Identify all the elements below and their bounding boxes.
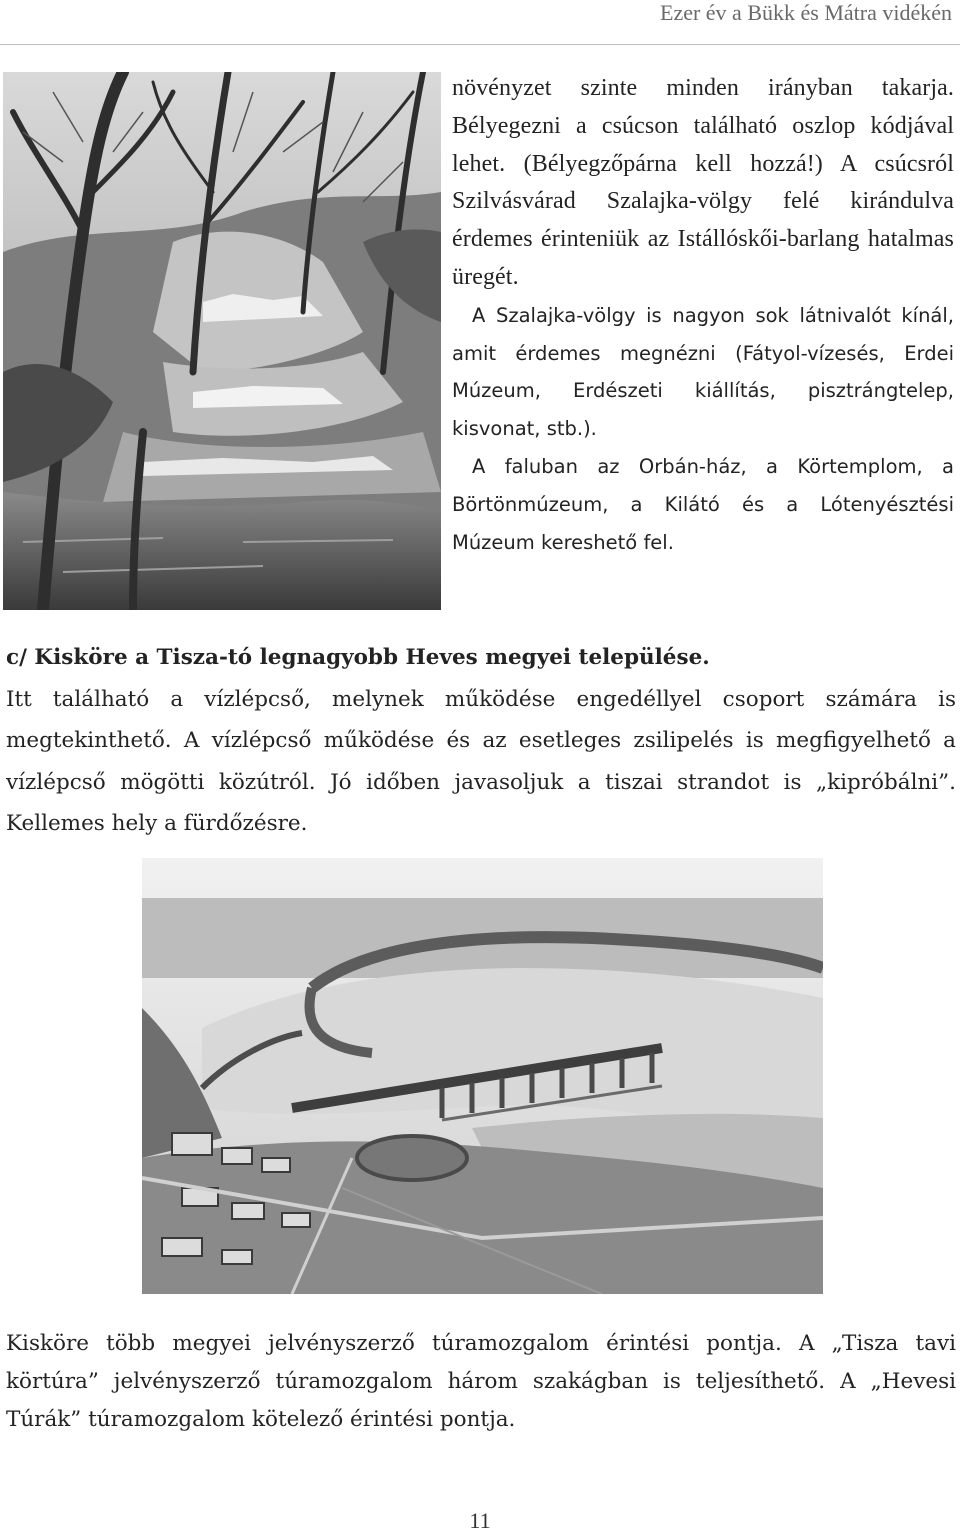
- section-c: [6, 637, 956, 845]
- paragraph-szalajka: A Szalajka-völgy is nagyon sok látnivalót kínál, amit érdemes megnézni (Fátyol-vízesés, Erdei Múzeum, Erdészeti kiállítás, pisztrángtelep, kisvonat, stb.).: [452, 303, 954, 441]
- section-c-heading: c/ Kisköre a Tisza-tó legnagyobb Heves megyei települése.: [6, 645, 710, 670]
- kiskore-note-text: Kisköre több megyei jelvényszerző túramozgalom érintési pontja. A „Tisza tavi körtúra” jelvényszerző túramozgalom három szakágban is teljesíthető. A „Hevesi Túrák” túramozgalom kötelező érintési pontja.: [6, 1331, 956, 1432]
- page-number: 11: [469, 1508, 491, 1533]
- paragraph-summit: növényzet szinte minden irányban takarja. Bélyegezni a csúcson található oszlop kódjával lehet. (Bélyegzőpárna kell hozzá!) A csúcsról Szilvásvárad Szalajka-völgy felé kirándulva érdemes érinteniük az Istállóskői-barlang hatalmas üregét.: [452, 75, 954, 290]
- section-c-body: Itt található a vízlépcső, melynek működése engedéllyel csoport számára is megtekinthető. A vízlépcső működése és az esetleges zsilipelés is megfigyelhető a vízlépcső mögötti közútról. Jó időben javasoljuk a tiszai strandot is „kipróbálni”. Kellemes hely a fürdőzésre.: [6, 686, 956, 836]
- kiskore-note: [6, 1325, 956, 1439]
- barrage-aerial-photo: [142, 858, 823, 1294]
- header-rule: [0, 44, 960, 45]
- paragraph-village: A faluban az Orbán-ház, a Körtemplom, a Börtönmúzeum, a Kilátó és a Lótenyésztési Múzeum kereshető fel.: [452, 454, 954, 554]
- running-title: Ezer év a Bükk és Mátra vidékén: [660, 0, 952, 25]
- waterfall-photo: [3, 72, 441, 610]
- top-text-column: [452, 70, 954, 561]
